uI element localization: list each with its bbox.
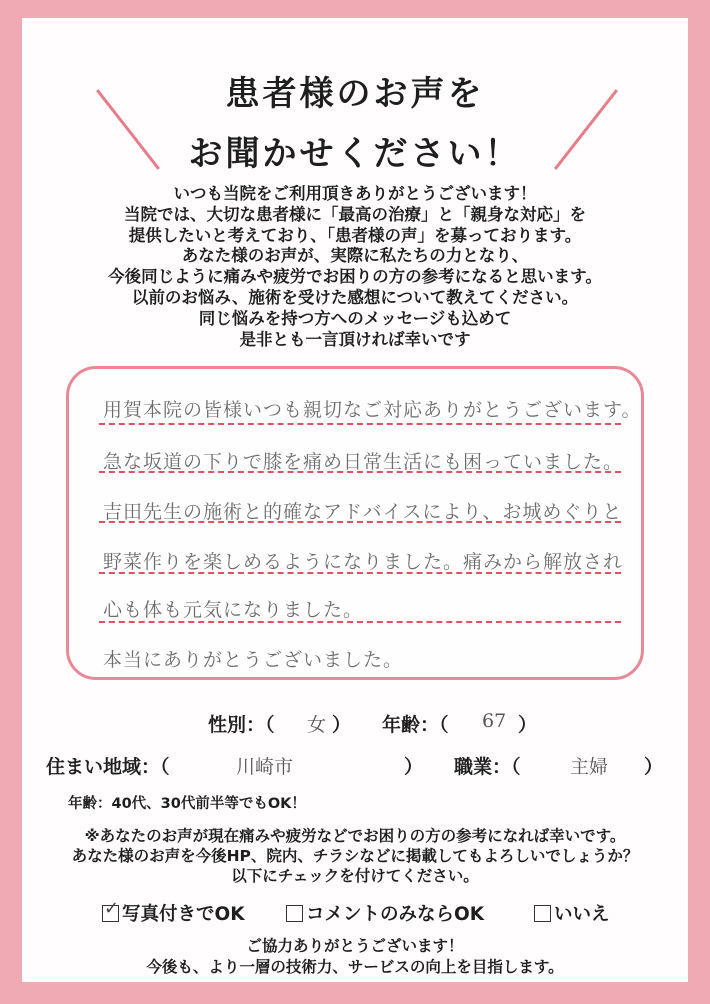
- age-label: 年齢：（: [382, 714, 449, 736]
- message-line: 心も体も元気になりました。: [103, 599, 364, 621]
- intro-line: 以前のお悩み、施術を受けた感想について教えてください。: [131, 287, 579, 307]
- intro-line: 同じ悩みを持つ方へのメッセージも込めて: [198, 308, 512, 328]
- message-line: 吉田先生の施術と的確なアドバイスにより、お城めぐりと: [103, 501, 623, 523]
- thanks-line: 今後も、より一層の技術力、サービスの向上を目指します。: [146, 958, 564, 976]
- ruled-line: [99, 471, 621, 473]
- page-title-line1: 患者様のお声を: [225, 74, 485, 114]
- job-label: 職業：（: [454, 756, 521, 778]
- notice-line: ※あなたのお声が現在痛みや疲労などでお困りの方の参考になれば幸いです。: [84, 827, 626, 845]
- option-photo-label: 写真付きでOK: [122, 904, 245, 925]
- notice-line: 以下にチェックを付けてください。: [231, 867, 479, 885]
- check-mark-icon: ✓: [104, 897, 120, 919]
- area-label: 住まい地域：（: [46, 756, 170, 778]
- ruled-line: [99, 521, 621, 523]
- message-line: 用賀本院の皆様いつも親切なご対応ありがとうございます。: [103, 399, 642, 421]
- intro-line: 是非とも一言頂ければ幸いです: [239, 329, 471, 349]
- message-line: 本当にありがとうございました。: [103, 649, 404, 671]
- option-no[interactable]: [534, 900, 610, 926]
- age-close: ）: [518, 714, 538, 736]
- gender-close: ）: [332, 714, 352, 736]
- option-photo[interactable]: [102, 897, 245, 926]
- page-title-line2: お聞かせください！: [188, 134, 522, 174]
- intro-line: 今後同じように痛みや疲労でお困りの方の参考になると思います。: [108, 267, 602, 287]
- photo-checkbox[interactable]: [102, 897, 120, 922]
- message-line: 急な坂道の下りで膝を痛め日常生活にも困っていました。: [103, 451, 624, 473]
- message-box: [66, 366, 644, 680]
- intro-text: [22, 184, 688, 350]
- message-line: 野菜作りを楽しめるようになりました。痛みから解放され: [103, 551, 624, 573]
- age-value[interactable]: 67: [482, 710, 507, 732]
- no-checkbox[interactable]: [534, 905, 551, 922]
- job-close: ）: [644, 756, 664, 778]
- thanks-line: ご協力ありがとうございます！: [246, 937, 464, 955]
- option-comment-only-label: コメントのみならOK: [306, 904, 485, 925]
- intro-line: 当院では、大切な患者様に「最高の治療」と「親身な対応」を: [124, 204, 586, 224]
- intro-line: あなた様のお声が、実際に私たちの力となり、: [181, 246, 529, 266]
- ruled-line: [99, 572, 621, 574]
- gender-value[interactable]: 女: [307, 714, 327, 736]
- option-no-label: いいえ: [554, 904, 610, 925]
- age-note: 年齢：40代、30代前半等でもOK！: [68, 796, 306, 812]
- intro-line: 提供したいと考えており、「患者様の声」を募っております。: [128, 225, 582, 245]
- job-value[interactable]: 主婦: [570, 756, 609, 778]
- form-sheet: [22, 18, 688, 982]
- ruled-line: [99, 423, 621, 425]
- option-comment-only[interactable]: [286, 900, 484, 926]
- intro-line: いつも当院をご利用頂きありがとうございます！: [173, 184, 537, 203]
- ruled-line: [99, 621, 621, 623]
- area-value[interactable]: 川崎市: [236, 756, 294, 778]
- thanks-text: [22, 936, 688, 978]
- gender-label: 性別：（: [208, 714, 275, 736]
- area-close: ）: [404, 756, 424, 778]
- notice-line: あなた様のお声を今後HP、院内、チラシなどに掲載してもよろしいでしょうか？: [71, 847, 639, 865]
- comment-only-checkbox[interactable]: [286, 905, 303, 922]
- publication-notice: [22, 826, 688, 886]
